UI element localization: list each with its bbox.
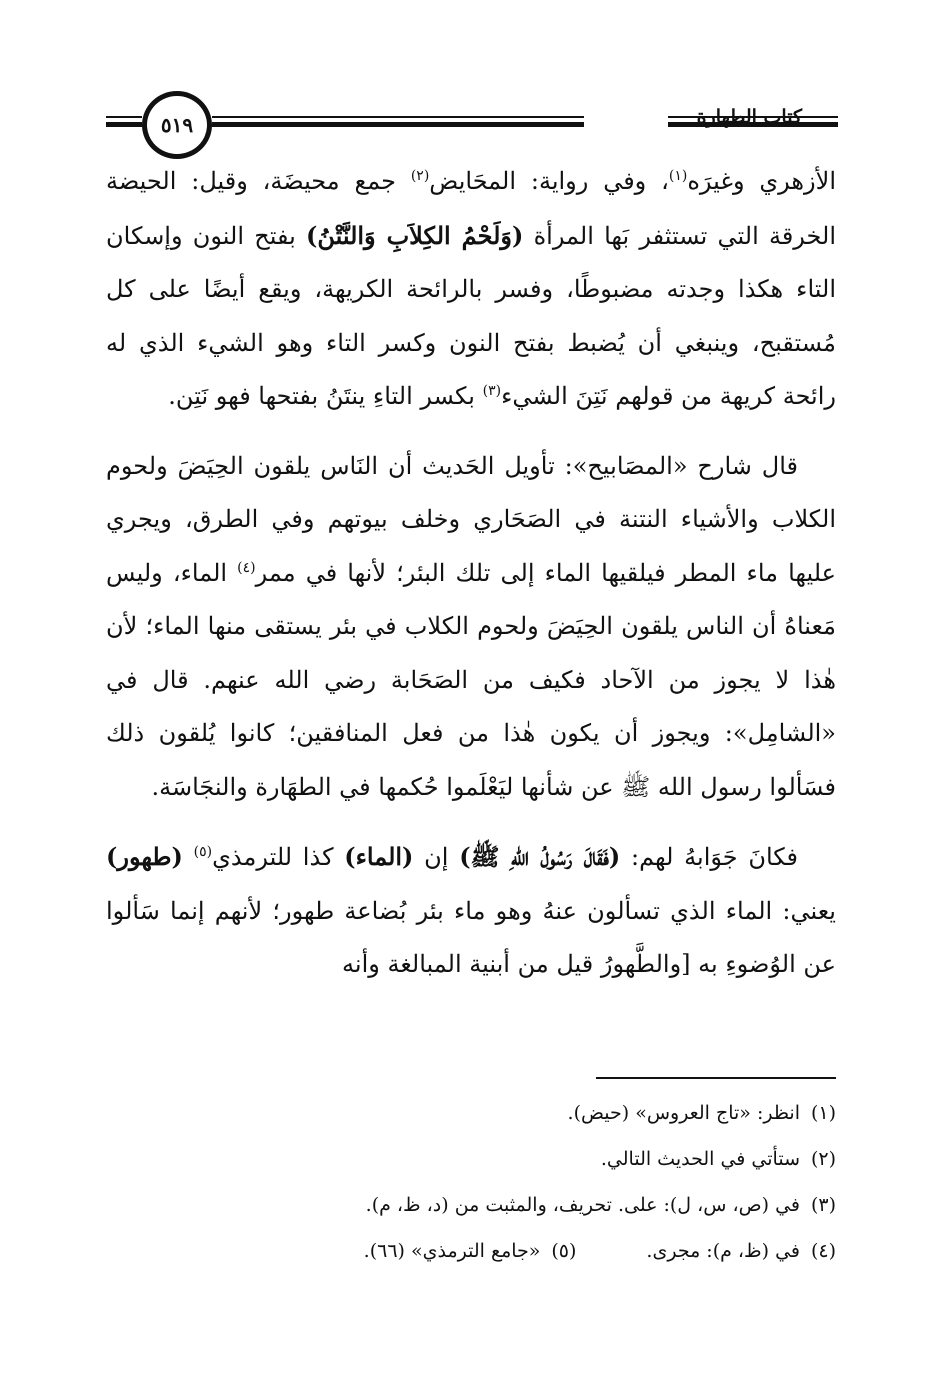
- header-rule-center-top: [212, 116, 584, 118]
- footnote-text: انظر: «تاج العروس» (حيض).: [567, 1102, 800, 1124]
- hadith-quote: (الماء): [344, 842, 414, 871]
- footnote-text: في (ظ، م): مجرى.: [646, 1240, 800, 1262]
- footnote-separator: [596, 1077, 836, 1079]
- text-run: إن: [413, 843, 460, 871]
- text-run: ، وفي رواية: المحَايض: [429, 167, 669, 195]
- footnote-text: في (ص، س، ل): على. تحريف، والمثبت من (د، ظ، م).: [365, 1194, 800, 1216]
- header-rule-left-bottom: [106, 122, 142, 127]
- footnote-text: ستأتي في الحديث التالي.: [600, 1148, 800, 1170]
- hadith-quote: (طهور): [106, 842, 183, 871]
- footnote-text: «جامع الترمذي» (٦٦).: [363, 1240, 541, 1262]
- footnotes: [106, 1090, 836, 1274]
- footnote-number: (٤): [810, 1240, 836, 1262]
- footnote-ref-1: (١): [668, 168, 688, 184]
- text-run: جمع محيضَة، وقيل: الحيضة الخرقة التي تستثفر بَها المرأة: [106, 167, 837, 250]
- paragraph-3: [106, 830, 836, 992]
- footnote-number: (٥): [551, 1240, 577, 1262]
- chapter-title: كتاب الطهارة: [696, 106, 802, 128]
- header-rule-left-top: [106, 116, 142, 118]
- paragraph-2: [106, 440, 836, 815]
- hadith-quote: (فَقَالَ رَسُولُ اللهِ ﷺ): [459, 842, 621, 871]
- page-header: [0, 0, 940, 160]
- page-number-badge: [142, 91, 212, 159]
- text-run: فكانَ جَوَابهُ لهم:: [620, 843, 799, 871]
- footnote-3: [106, 1182, 836, 1228]
- text-run: يعني: الماء الذي تسألون عنهُ وهو ماء بئر بُضاعة طهور؛ لأنهم إنما سَألوا عن الوُضوءِ به [والطَّهورُ قيل من أبنية المبالغة وأنه: [106, 896, 836, 978]
- footnote-1: [106, 1090, 836, 1136]
- header-rule-center-bottom: [212, 122, 584, 127]
- text-run: كذا للترمذي: [212, 843, 345, 871]
- footnote-number: (٣): [810, 1194, 836, 1216]
- main-text: [106, 155, 836, 992]
- text-run: [183, 843, 194, 871]
- page-number: ٥١٩: [160, 113, 194, 137]
- footnote-number: (١): [810, 1102, 836, 1124]
- footnote-ref-4: (٤): [237, 559, 256, 576]
- footnote-4-5: [106, 1228, 836, 1274]
- footnote-ref-2: (٢): [410, 168, 430, 184]
- footnote-ref-3: (٣): [482, 383, 502, 399]
- text-run: الماء، وليس مَعناهُ أن الناس يلقون الحِيَضَ ولحوم الكلاب في بئر يستقى منها الماء؛ لأن هٰذا لا يجوز من الآحاد فكيف من الصَحَابة رضي الله عنهم. قال في «الشامِل»: ويجوز أن يكون هٰذا من فعل المنافقين؛ كانوا يُلقون ذلك فسَألوا رسول الله ﷺ عن شأنها ليَعْلَموا حُكمها في الطهَارة والنجَاسَة.: [106, 558, 836, 801]
- hadith-quote: (وَلَحْمُ الكِلاَبِ وَالنَّتْنُ): [305, 220, 524, 250]
- text-run: بفتح النون وإسكان التاء هكذا وجدته مضبوطًا، وفسر بالرائحة الكريهة، ويقع أيضًا على كل مُستقبح، وينبغي أن يُضبط بفتح النون وكسر التاء وهو الشيء الذي له رائحة كريهة من قولهم نَتِنَ الشيء: [106, 221, 836, 410]
- footnote-ref-5: (٥): [193, 844, 213, 860]
- footnote-number: (٢): [810, 1148, 836, 1170]
- paragraph-1: [106, 155, 836, 424]
- text-run: قال شارح «المصَابيح»: تأويل الحَديث أن النَاس يلقون الحِيَضَ ولحوم الكلاب والأشياء النتنة في الصَحَاري وخلف بيوتهم وفي الطرق، ويجري عليها ماء المطر فيلقيها الماء إلى تلك البئر؛ لأنها في ممر: [106, 451, 836, 587]
- text-run: بكسر التاءِ ينتَنُ بفتحها فهو نَتِن.: [168, 382, 483, 410]
- footnote-2: [106, 1136, 836, 1182]
- text-run: الأزهري وغيرَه: [687, 167, 836, 195]
